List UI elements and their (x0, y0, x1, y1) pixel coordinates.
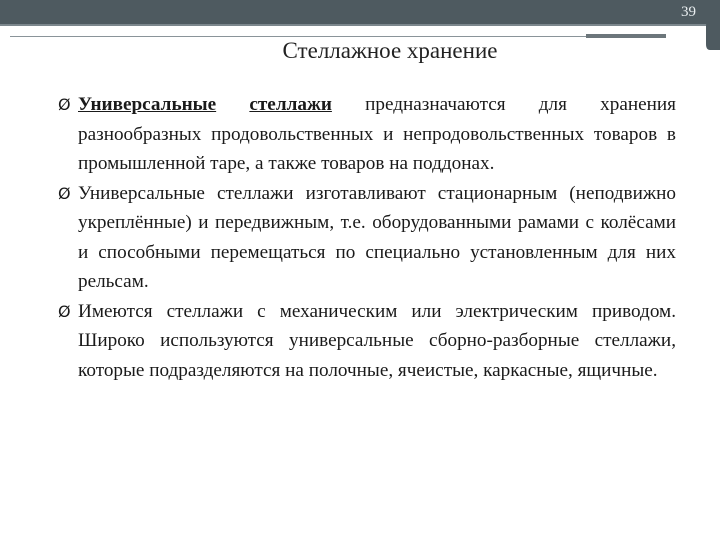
bullet-1-lead-word-2: стеллажи (249, 94, 332, 115)
title-divider (10, 36, 665, 37)
bullet-1-text: предназначаются для хранения разнообразных продовольственных и непродовольственных товаров в промышленной таре, а также товаров на поддонах. (78, 94, 676, 174)
slide-content (58, 90, 676, 385)
bullet-item-1 (58, 90, 676, 179)
bullet-item-2 (58, 179, 676, 297)
bullet-2-text: Универсальные стеллажи изготавливают стационарным (неподвижно укреплённые) и передвижным, т.е. оборудованными рамами с колёсами и способными перемещаться по специально установленным для них рельсам. (78, 182, 676, 292)
slide-title: Стеллажное хранение (282, 38, 498, 63)
bullet-arrow-icon: Ø (58, 95, 71, 114)
header-bar (0, 0, 720, 24)
bullet-arrow-icon: Ø (58, 301, 71, 321)
bullet-item-3 (58, 297, 676, 386)
bullet-arrow-icon: Ø (58, 183, 71, 203)
bullet-3-text: Имеются стеллажи с механическим или электрическим приводом. Широко используются универсальные сборно-разборные стеллажи, которые подразделяются на полочные, ячеистые, каркасные, ящичные. (78, 300, 676, 381)
header-bar-edge (0, 24, 720, 26)
page-number: 39 (681, 4, 696, 20)
bullet-1-lead-word-1: Универсальные (78, 94, 217, 115)
